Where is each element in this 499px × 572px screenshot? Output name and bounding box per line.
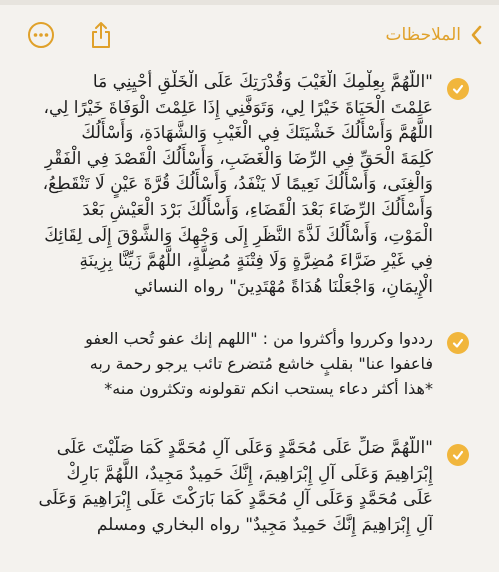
item-text[interactable]: "اللَّهُمَّ بِعِلْمِكَ الْغَيْبَ وَقُدْرَتِكَ عَلَى الْخَلْقِ أَحْيِنِي مَا عَلِمْتَ الْحَيَاةَ خَيْرًا لِي، وَتَوَفَّنِي إِذَا عَلِمْتَ الْوَفَاةَ خَيْرًا لِي، اللَّهُمَّ وَأَسْأَلُكَ خَشْيَتَكَ فِي الْغَيْبِ وَالشَّهَادَةِ، وَأَسْأَلُكَ كَلِمَةَ الْحَقِّ فِي الرِّضَا وَالْغَضَبِ، وَأَسْأَلُكَ الْقَصْدَ فِي الْفَقْرِ وَالْغِنَى، وَأَسْأَلُكَ نَعِيمًا لَا يَنْفَدُ، وَأَسْأَلُكَ قُرَّةَ عَيْنٍ لَا تَنْقَطِعُ، وَأَسْأَلُكَ الرِّضَاءَ بَعْدَ الْقَضَاءِ، وَأَسْأَلُكَ بَرْدَ الْعَيْشِ بَعْدَ الْمَوْتِ، وَأَسْأَلُكَ لَذَّةَ النَّظَرِ إِلَى وَجْهِكَ وَالشَّوْقَ إِلَى لِقَائِكَ فِي غَيْرِ ضَرَّاءَ مُضِرَّةٍ وَلَا فِتْنَةٍ مُضِلَّةٍ، اللَّهُمَّ زَيِّنَّا بِزِينَةِ الْإِيمَانِ، وَاجْعَلْنَا هُدَاةً مُهْتَدِينَ" رواه النسائي [42, 72, 433, 297]
item-text[interactable]: رددوا وكرروا وأكثروا من : "اللهم إنك عفو تُحب العفو فاعفوا عنا" بقلبٍ خاشع مُتضرع تائب يرجو رحمة ربه *هذا أكثر دعاء يستحب انكم تقولونه وتكثرون منه* [85, 329, 433, 398]
chevron-left-icon [469, 23, 485, 47]
share-icon [88, 20, 114, 50]
item-text[interactable]: "اللَّهُمَّ صَلِّ عَلَى مُحَمَّدٍ وَعَلَى آلِ مُحَمَّدٍ كَمَا صَلَّيْتَ عَلَى إِبْرَاهِيمَ وَعَلَى آلِ إِبْرَاهِيمَ، إِنَّكَ حَمِيدٌ مَجِيدٌ، اللَّهُمَّ بَارِكْ عَلَى مُحَمَّدٍ وَعَلَى آلِ مُحَمَّدٍ كَمَا بَارَكْتَ عَلَى إِبْرَاهِيمَ وَعَلَى آلِ إِبْرَاهِيمَ إِنَّكَ حَمِيدٌ مَجِيدٌ" رواه البخاري ومسلم [38, 438, 433, 535]
checkbox[interactable] [447, 332, 469, 354]
checkbox[interactable] [447, 444, 469, 466]
checklist [0, 66, 499, 535]
checkmark-icon [451, 82, 465, 96]
checkmark-icon [451, 336, 465, 350]
checklist-item [0, 412, 499, 535]
checkbox[interactable] [447, 78, 469, 100]
navigation-bar [0, 0, 499, 64]
more-options-button[interactable] [26, 20, 56, 50]
ellipsis-circle-icon [27, 21, 55, 49]
back-button[interactable] [385, 20, 485, 50]
share-button[interactable] [86, 20, 116, 50]
checklist-item [0, 66, 499, 312]
checkmark-icon [451, 448, 465, 462]
checklist-item [0, 312, 499, 412]
back-label: الملاحظات [385, 25, 461, 45]
